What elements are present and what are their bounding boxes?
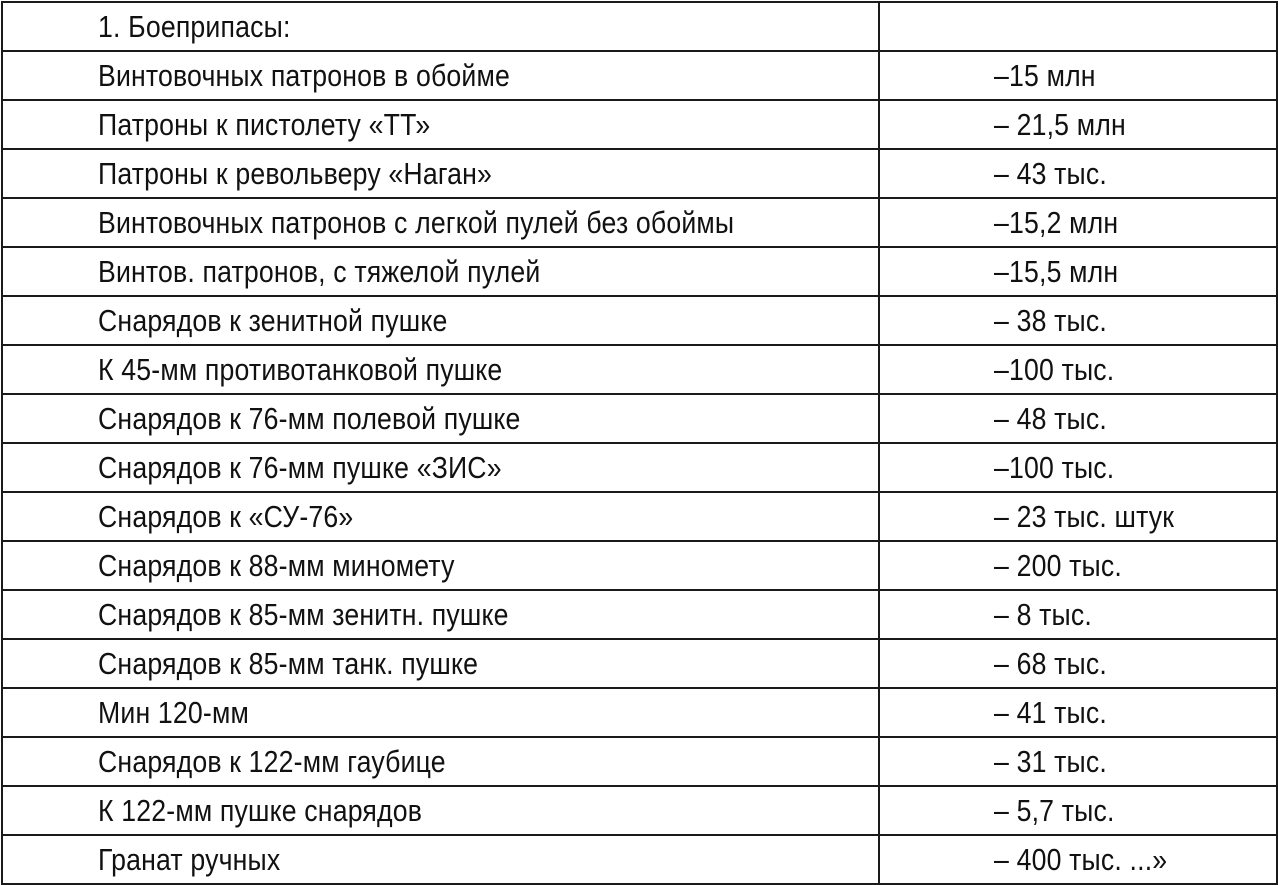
item-cell xyxy=(2,2,879,51)
amount-text: – 200 тыс. xyxy=(994,548,1122,583)
item-text: Патроны к револьверу «Наган» xyxy=(98,156,493,191)
item-text: Снарядов к зенитной пушке xyxy=(98,303,448,338)
amount-text: – 5,7 тыс. xyxy=(994,793,1115,828)
item-cell xyxy=(2,394,879,443)
amount-cell xyxy=(879,247,1277,296)
item-text: Винтовочных патронов в обойме xyxy=(98,58,510,93)
amount-cell xyxy=(879,835,1277,884)
table-row xyxy=(2,345,1277,394)
amount-cell xyxy=(879,394,1277,443)
section-heading: 1. Боеприпасы: xyxy=(98,9,291,44)
table-row xyxy=(2,2,1277,51)
amount-cell xyxy=(879,590,1277,639)
munitions-table-body xyxy=(2,2,1277,884)
item-text: Винтовочных патронов с легкой пулей без обоймы xyxy=(98,205,735,240)
amount-cell xyxy=(879,786,1277,835)
item-cell xyxy=(2,296,879,345)
item-cell xyxy=(2,443,879,492)
item-text: К 45-мм противотанковой пушке xyxy=(98,352,503,387)
amount-cell xyxy=(879,443,1277,492)
item-cell xyxy=(2,786,879,835)
table-row xyxy=(2,247,1277,296)
amount-cell xyxy=(879,541,1277,590)
table-row xyxy=(2,296,1277,345)
amount-cell xyxy=(879,296,1277,345)
amount-text: –15,2 млн xyxy=(994,205,1119,240)
amount-text: – 21,5 млн xyxy=(994,107,1126,142)
table-row xyxy=(2,737,1277,786)
amount-text: – 8 тыс. xyxy=(994,597,1092,632)
item-cell xyxy=(2,639,879,688)
amount-text: – 43 тыс. xyxy=(994,156,1107,191)
table-row xyxy=(2,198,1277,247)
item-text: Снарядов к 88-мм миномету xyxy=(98,548,455,583)
amount-text: – 31 тыс. xyxy=(994,744,1107,779)
table-row xyxy=(2,541,1277,590)
amount-cell xyxy=(879,345,1277,394)
amount-text: –100 тыс. xyxy=(994,352,1115,387)
amount-cell xyxy=(879,198,1277,247)
item-cell xyxy=(2,51,879,100)
table-row xyxy=(2,688,1277,737)
amount-text: – 41 тыс. xyxy=(994,695,1107,730)
amount-cell xyxy=(879,492,1277,541)
amount-text: – 48 тыс. xyxy=(994,401,1107,436)
amount-cell xyxy=(879,149,1277,198)
table-row xyxy=(2,786,1277,835)
item-cell xyxy=(2,345,879,394)
table-row xyxy=(2,100,1277,149)
item-text: К 122-мм пушке снарядов xyxy=(98,793,423,828)
table-row xyxy=(2,51,1277,100)
amount-cell xyxy=(879,737,1277,786)
amount-text: – 68 тыс. xyxy=(994,646,1107,681)
table-row xyxy=(2,443,1277,492)
item-text: Винтов. патронов, с тяжелой пулей xyxy=(98,254,541,289)
item-cell xyxy=(2,247,879,296)
item-text: Мин 120-мм xyxy=(98,695,249,730)
amount-cell xyxy=(879,51,1277,100)
item-cell xyxy=(2,541,879,590)
table-row xyxy=(2,835,1277,884)
item-text: Снарядов к «СУ-76» xyxy=(98,499,354,534)
item-text: Гранат ручных xyxy=(98,842,281,877)
item-text: Снарядов к 76-мм пушке «ЗИС» xyxy=(98,450,502,485)
amount-cell xyxy=(879,2,1277,51)
amount-text: – 38 тыс. xyxy=(994,303,1107,338)
amount-text: –15 млн xyxy=(994,58,1096,93)
amount-text: –100 тыс. xyxy=(994,450,1115,485)
table-row xyxy=(2,394,1277,443)
item-text: Снарядов к 76-мм полевой пушке xyxy=(98,401,521,436)
item-text: Снарядов к 85-мм танк. пушке xyxy=(98,646,479,681)
item-text: Снарядов к 122-мм гаубице xyxy=(98,744,446,779)
item-cell xyxy=(2,590,879,639)
table-row xyxy=(2,639,1277,688)
item-text: Патроны к пистолету «ТТ» xyxy=(98,107,431,142)
item-cell xyxy=(2,688,879,737)
amount-text: –15,5 млн xyxy=(994,254,1119,289)
table-row xyxy=(2,590,1277,639)
amount-text: – 400 тыс. ...» xyxy=(994,842,1168,877)
item-cell xyxy=(2,492,879,541)
table-row xyxy=(2,492,1277,541)
item-cell xyxy=(2,149,879,198)
item-text: Снарядов к 85-мм зенитн. пушке xyxy=(98,597,509,632)
munitions-table xyxy=(1,1,1278,885)
amount-cell xyxy=(879,639,1277,688)
item-cell xyxy=(2,100,879,149)
table-row xyxy=(2,149,1277,198)
item-cell xyxy=(2,737,879,786)
item-cell xyxy=(2,198,879,247)
amount-text: – 23 тыс. штук xyxy=(994,499,1175,534)
item-cell xyxy=(2,835,879,884)
amount-cell xyxy=(879,688,1277,737)
amount-cell xyxy=(879,100,1277,149)
